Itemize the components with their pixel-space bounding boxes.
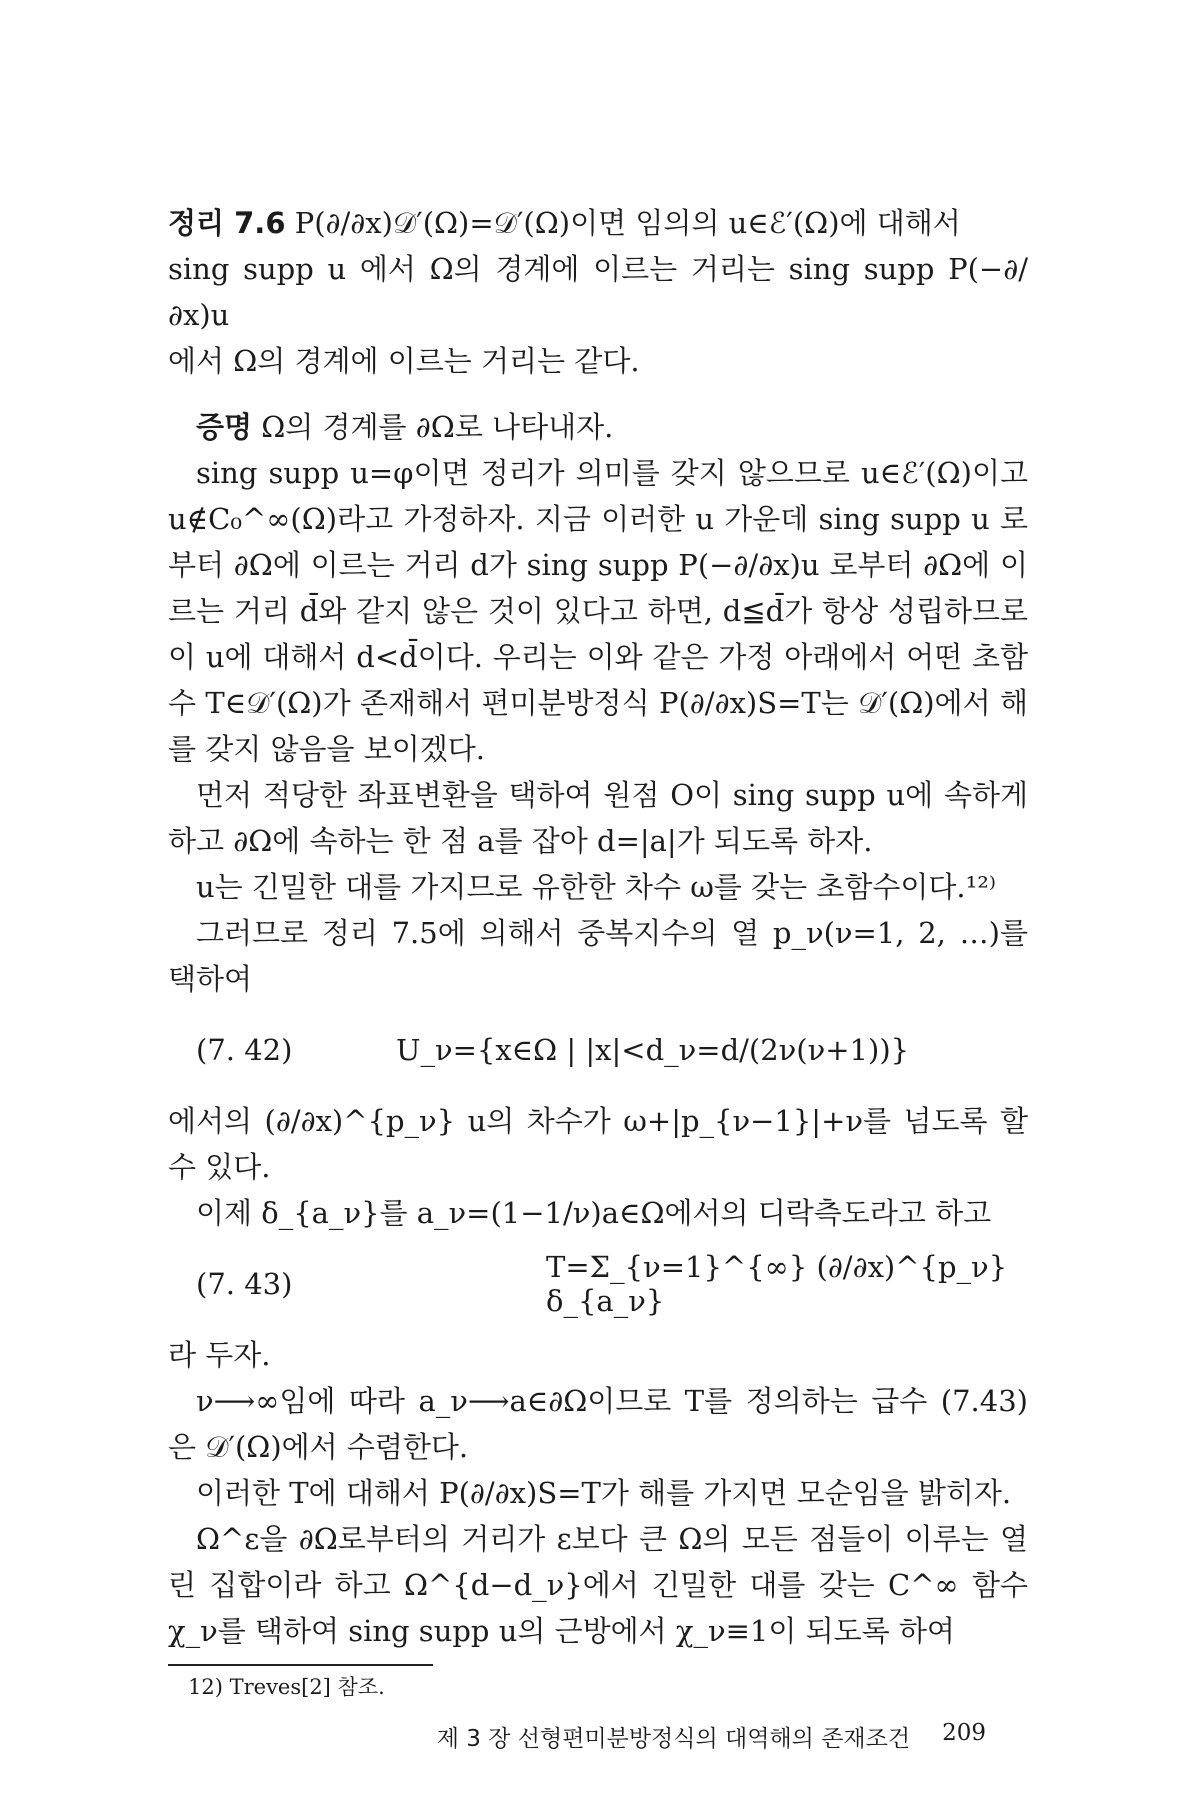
theorem-line-1: P(∂/∂x)𝒟′(Ω)=𝒟′(Ω)이면 임의의 u∈ℰ′(Ω)에 대해서 <box>294 206 961 240</box>
paragraph: 이러한 T에 대해서 P(∂/∂x)S=T가 해를 가지면 모순임을 밝히자. <box>196 1476 1012 1510</box>
paragraph: 라 두자. <box>168 1338 271 1372</box>
page-number: 209 <box>942 1720 986 1746</box>
proof-intro <box>168 404 1028 450</box>
paragraph: u는 긴밀한 대를 가지므로 유한한 차수 ω를 갖는 초함수이다.¹²⁾ <box>196 870 996 904</box>
equation-7-43 <box>168 1236 1028 1332</box>
footnote: 12) Treves[2] 참조. <box>188 1675 385 1699</box>
equation-body: U_ν={x∈Ω | |x|<d_ν=d/(2ν(ν+1))} <box>396 1033 910 1067</box>
theorem-block <box>168 200 1028 384</box>
proof-line-1: Ω의 경계를 ∂Ω로 나타내자. <box>261 410 614 444</box>
paragraph: 이제 δ_{a_ν}를 a_ν=(1−1/ν)a∈Ω에서의 디락측도라고 하고 <box>196 1196 992 1230</box>
proof-label: 증명 <box>196 410 253 444</box>
paragraph: 에서의 (∂/∂x)^{p_ν} u의 차수가 ω+|p_{ν−1}|+ν를 넘도록 할 수 있다. <box>168 1104 1028 1184</box>
equation-7-42 <box>168 1002 1028 1098</box>
footnote-divider <box>168 1664 433 1666</box>
paragraph: 먼저 적당한 좌표변환을 택하여 원점 O이 sing supp u에 속하게 하고 ∂Ω에 속하는 한 점 a를 잡아 d=|a|가 되도록 하자. <box>168 778 1028 858</box>
equation-number: (7. 42) <box>196 1033 293 1067</box>
paragraph: ν⟶∞임에 따라 a_ν⟶a∈∂Ω이므로 T를 정의하는 급수 (7.43)은 𝒟′(Ω)에서 수렴한다. <box>168 1384 1028 1464</box>
theorem-line-3: 에서 Ω의 경계에 이르는 거리는 같다. <box>168 344 640 378</box>
page-content <box>168 200 1028 1753</box>
paragraph: 그러므로 정리 7.5에 의해서 중복지수의 열 p_ν(ν=1, 2, …)를 택하여 <box>168 916 1028 996</box>
equation-number: (7. 43) <box>196 1267 293 1301</box>
equation-body: T=Σ_{ν=1}^{∞} (∂/∂x)^{p_ν} δ_{a_ν} <box>546 1250 1008 1318</box>
theorem-line-2: sing supp u 에서 Ω의 경계에 이르는 거리는 sing supp P(−∂/∂x)u <box>168 252 1028 332</box>
paragraph: Ω^ε을 ∂Ω로부터의 거리가 ε보다 큰 Ω의 모든 점들이 이루는 열린 집합이라 하고 Ω^{d−d_ν}에서 긴밀한 대를 갖는 C^∞ 함수 χ_ν를 택하여 sing supp u의 근방에서 χ_ν≡1이 되도록 하여 <box>168 1522 1028 1648</box>
paragraph: sing supp u=φ이면 정리가 의미를 갖지 않으므로 u∈ℰ′(Ω)이고 u∉C₀^∞(Ω)라고 가정하자. 지금 이러한 u 가운데 sing supp u 로부터 ∂Ω에 이르는 거리 d가 sing supp P(−∂/∂x)u 로부터 ∂Ω에 이르는 거리 d̄와 같지 않은 것이 있다고 하면, d≦d̄가 항상 성립하므로 이 u에 대해서 d<d̄이다. 우리는 이와 같은 가정 아래에서 어떤 초함수 T∈𝒟′(Ω)가 존재해서 편미분방정식 P(∂/∂x)S=T는 𝒟′(Ω)에서 해를 갖지 않음을 보이겠다. <box>168 456 1028 766</box>
running-head: 제 3 장 선형편미분방정식의 대역해의 존재조건 <box>436 1726 911 1752</box>
theorem-label: 정리 7.6 <box>168 206 286 240</box>
page-footer <box>168 1720 1028 1753</box>
